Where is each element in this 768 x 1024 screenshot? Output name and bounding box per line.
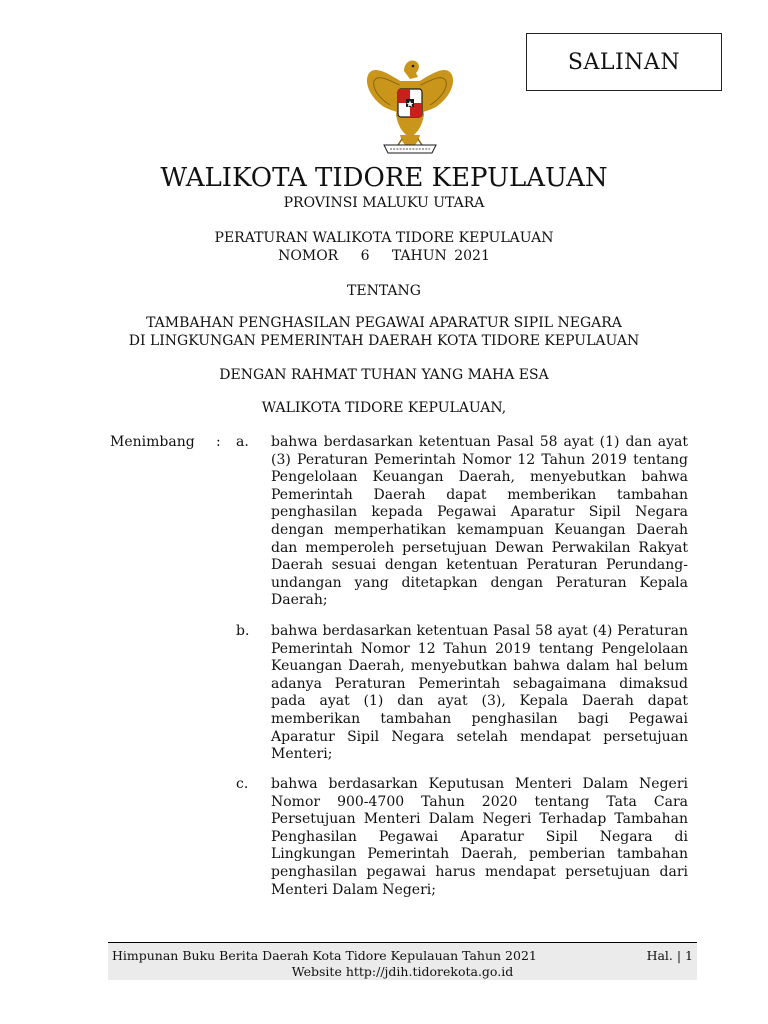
item-letter-c: c. bbox=[236, 776, 249, 792]
item-letter-a: a. bbox=[236, 434, 249, 450]
salinan-stamp bbox=[526, 33, 722, 91]
mayor-heading: WALIKOTA TIDORE KEPULAUAN, bbox=[261, 400, 507, 416]
item-letter-b: b. bbox=[236, 623, 250, 639]
considering-colon: : bbox=[216, 434, 221, 450]
about-heading: TENTANG bbox=[347, 283, 421, 299]
grace-statement: DENGAN RAHMAT TUHAN YANG MAHA ESA bbox=[219, 367, 549, 383]
footer-page-number: Hal. | 1 bbox=[646, 948, 693, 963]
subject-line-2: DI LINGKUNGAN PEMERINTAH DAERAH KOTA TIDORE KEPULAUAN bbox=[128, 333, 640, 349]
footer-website: Website http://jdih.tidorekota.go.id bbox=[291, 964, 514, 979]
city-title: WALIKOTA TIDORE KEPULAUAN bbox=[160, 163, 608, 193]
considering-item-c: bahwa berdasarkan Keputusan Menteri Dalam Negeri Nomor 900-4700 Tahun 2020 tentang Tata Cara Persetujuan Menteri Dalam Negeri Terhadap Tambahan Penghasilan Pegawai Aparatur Sipil Negara di Lingkungan Pemerintah Daerah, pemberian tambahan penghasilan pegawai harus mendapat persetujuan dari Menteri Dalam Negeri; bbox=[271, 776, 688, 898]
considering-item-a: bahwa berdasarkan ketentuan Pasal 58 ayat (1) dan ayat (3) Peraturan Pemerintah Nomor 12 Tahun 2019 tentang Pengelolaan Keuangan Daerah, menyebutkan bahwa Pemerintah Daerah dapat memberikan tambahan penghasilan kepada Pegawai Aparatur Sipil Negara dengan memperhatikan kemampuan Keuangan Daerah dan memperoleh persetujuan Dewan Perwakilan Rakyat Daerah sesuai dengan ketentuan Peraturan Perundang-undangan yang ditetapkan dengan Peraturan Kepala Daerah; bbox=[271, 434, 688, 609]
regulation-number: NOMOR 6 TAHUN 2021 bbox=[278, 248, 490, 264]
province-title: PROVINSI MALUKU UTARA bbox=[283, 195, 485, 211]
page-footer bbox=[108, 942, 697, 980]
considering-item-b: bahwa berdasarkan ketentuan Pasal 58 ayat (4) Peraturan Pemerintah Nomor 12 Tahun 2019 tentang Pengelolaan Keuangan Daerah, menyebutkan bahwa dalam hal belum adanya Peraturan Pemerintah sebagaimana dimaksud pada ayat (1) dan ayat (3), Kepala Daerah dapat memberikan tambahan penghasilan bagi Pegawai Aparatur Sipil Negara setelah mendapat persetujuan Menteri; bbox=[271, 623, 688, 763]
subject-line-1: TAMBAHAN PENGHASILAN PEGAWAI APARATUR SIPIL NEGARA bbox=[146, 315, 622, 331]
stamp-label: SALINAN bbox=[567, 49, 681, 75]
footer-publication: Himpunan Buku Berita Daerah Kota Tidore Kepulauan Tahun 2021 bbox=[112, 948, 537, 963]
regulation-title: PERATURAN WALIKOTA TIDORE KEPULAUAN bbox=[214, 230, 554, 246]
considering-label: Menimbang bbox=[110, 434, 195, 450]
garuda-pancasila-emblem-icon bbox=[360, 55, 460, 159]
